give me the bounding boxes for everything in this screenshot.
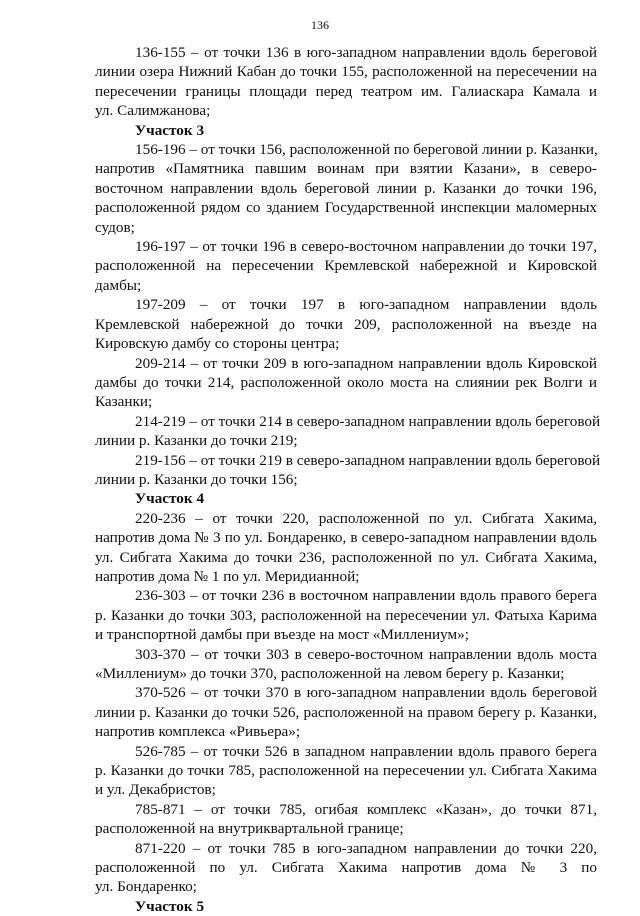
text-line: ул. Бондаренко; bbox=[95, 878, 197, 896]
text-line: 785-871 – от точки 785, огибая комплекс «Казан», до точки 871, bbox=[135, 800, 597, 818]
text-line: 219-156 – от точки 219 в северо-западном направлении вдоль береговой bbox=[135, 451, 601, 469]
text-line: 136-155 – от точки 136 в юго-западном направлении вдоль береговой bbox=[135, 44, 597, 61]
text-line: 197-209 – от точки 197 в юго-западном направлении вдоль bbox=[135, 296, 597, 314]
text-line: 526-785 – от точки 526 в западном направлении вдоль правого берега bbox=[135, 742, 597, 760]
text-line: дамбы; bbox=[95, 276, 142, 294]
paragraph bbox=[95, 839, 597, 897]
text-line: расположенной рядом со зданием Государственной инспекции маломерных bbox=[95, 199, 597, 217]
paragraph bbox=[95, 586, 597, 644]
text-line: 214-219 – от точки 214 в северо-западном направлении вдоль береговой bbox=[135, 412, 601, 430]
text-line: 209-214 – от точки 209 в юго-западном направлении вдоль Кировской bbox=[135, 354, 597, 372]
text-line: пересечении границы площади перед театром им. Галиаскара Камала и bbox=[95, 82, 597, 100]
text-line: ул. Сибгата Хакима до точки 236, расположенной по ул. Сибгата Хакима, bbox=[95, 548, 597, 566]
text-line: судов; bbox=[95, 218, 135, 236]
text-line: восточном направлении вдоль береговой линии р. Казанки до точки 196, bbox=[95, 179, 597, 197]
text-line: расположенной на пересечении Кремлевской набережной и Кировской bbox=[95, 257, 597, 275]
paragraph bbox=[95, 742, 597, 800]
paragraph bbox=[95, 451, 601, 490]
text-line: напротив дома № 1 по ул. Меридианной; bbox=[95, 567, 360, 585]
paragraph bbox=[95, 800, 597, 839]
text-line: 370-526 – от точки 370 в юго-западном направлении вдоль береговой bbox=[135, 684, 597, 702]
text-line: напротив комплекса «Ривьера»; bbox=[95, 723, 301, 741]
text-line: «Миллениум» до точки 370, расположенной на левом берегу р. Казанки; bbox=[95, 665, 565, 682]
paragraph bbox=[95, 295, 597, 353]
text-line: расположенной по ул. Сибгата Хакима напротив дома № 3 по bbox=[95, 859, 597, 877]
paragraph bbox=[95, 237, 597, 295]
text-line: 220-236 – от точки 220, расположенной по ул. Сибгата Хакима, bbox=[135, 509, 597, 527]
text-line: Кремлевской набережной до точки 209, расположенной на въезде на bbox=[95, 315, 597, 333]
text-line: линии озера Нижний Кабан до точки 155, расположенной на пересечении на bbox=[95, 63, 597, 81]
document-body bbox=[95, 43, 601, 916]
section-heading: Участок 3 bbox=[135, 121, 205, 139]
text-line: р. Казанки до точки 785, расположенной на пересечении ул. Сибгата Хакима bbox=[95, 762, 597, 780]
text-line: линии р. Казанки до точки 219; bbox=[95, 432, 298, 450]
section-heading: Участок 4 bbox=[135, 490, 205, 508]
text-line: 156-196 – от точки 156, расположенной по береговой линии р. Казанки, bbox=[135, 141, 598, 159]
text-line: напротив «Памятника павшим воинам при взятии Казани», в северо- bbox=[95, 160, 597, 178]
paragraph bbox=[95, 509, 597, 587]
text-line: 871-220 – от точки 785 в юго-западном направлении до точки 220, bbox=[135, 839, 597, 857]
text-line: Казанки; bbox=[95, 393, 153, 411]
text-line: и транспортной дамбы при въезде на мост «Миллениум»; bbox=[95, 626, 469, 644]
paragraph bbox=[95, 412, 601, 451]
paragraph bbox=[95, 354, 597, 412]
text-line: 196-197 – от точки 196 в северо-восточном направлении до точки 197, bbox=[135, 238, 597, 256]
section-heading: Участок 5 bbox=[135, 897, 205, 915]
text-line: 303-370 – от точки 303 в северо-восточном направлении вдоль моста bbox=[135, 645, 597, 663]
text-line: ул. Салимжанова; bbox=[95, 102, 211, 120]
text-line: напротив дома № 3 по ул. Бондаренко, в северо-западном направлении вдоль bbox=[95, 529, 597, 547]
text-line: Кировскую дамбу со стороны центра; bbox=[95, 335, 340, 353]
text-line: расположенной на внутриквартальной границе; bbox=[95, 820, 404, 838]
text-line: 236-303 – от точки 236 в восточном направлении вдоль правого берега bbox=[135, 587, 597, 605]
paragraph bbox=[95, 140, 597, 237]
text-line: дамбы до точки 214, расположенной около моста на слиянии рек Волги и bbox=[95, 373, 597, 391]
text-line: линии р. Казанки до точки 526, расположенной на правом берегу р. Казанки, bbox=[95, 703, 597, 721]
text-line: линии р. Казанки до точки 156; bbox=[95, 470, 298, 488]
page-number: 136 bbox=[311, 18, 329, 32]
text-line: и ул. Декабристов; bbox=[95, 781, 216, 799]
text-line: р. Казанки до точки 303, расположенной на пересечении ул. Фатыха Карима bbox=[95, 606, 597, 624]
paragraph bbox=[95, 43, 597, 121]
paragraph bbox=[95, 645, 597, 684]
paragraph bbox=[95, 683, 597, 741]
